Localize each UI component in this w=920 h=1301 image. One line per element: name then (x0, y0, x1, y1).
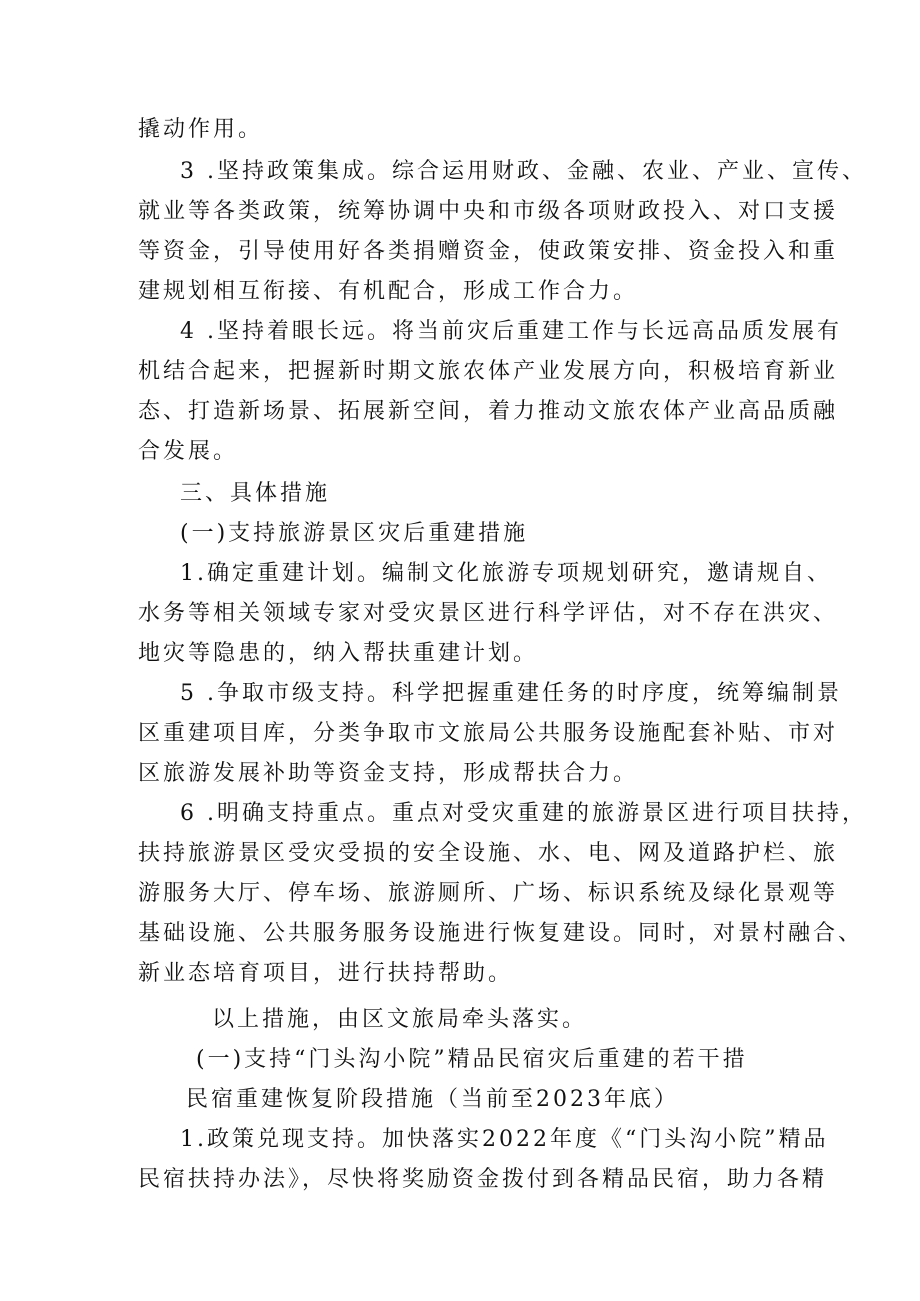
text-line: 合发展。 (138, 439, 239, 464)
text-line: 基础设施、公共服务服务设施进行恢复建设。同时，对景村融合、 (138, 921, 864, 946)
text-line: 建规划相互衔接、有机配合，形成工作合力。 (138, 279, 639, 304)
text-line: 机结合起来，把握新时期文旅农体产业发展方向，积极培育新业 (138, 359, 839, 384)
subsection-heading: (一)支持旅游景区灾后重建措施 (180, 521, 529, 546)
text-line: 态、打造新场景、拓展新空间，着力推动文旅农体产业高品质融 (138, 399, 839, 424)
text-line: 6 .明确支持重点。重点对受灾重建的旅游景区进行项目扶持， (180, 801, 867, 826)
text-line: 5 .争取市级支持。科学把握重建任务的时序度，统筹编制景 (180, 681, 842, 706)
text-line: 水务等相关领域专家对受灾景区进行科学评估，对不存在洪灾、 (138, 601, 839, 626)
text-line: 1.政策兑现支持。加快落实2022年度《“门头沟小院”精品 (180, 1127, 829, 1152)
section-heading: 三、具体措施 (180, 481, 331, 506)
text-line: 民宿重建恢复阶段措施（当前至2023年底） (186, 1087, 679, 1112)
text-line: 民宿扶持办法》，尽快将奖励资金拨付到各精品民宿，助力各精 (138, 1167, 828, 1192)
text-line: 游服务大厅、停车场、旅游厕所、广场、标识系统及绿化景观等 (138, 881, 839, 906)
text-line: 1.确定重建计划。编制文化旅游专项规划研究，邀请规自、 (180, 561, 832, 586)
text-line: 区旅游发展补助等资金支持，形成帮扶合力。 (138, 761, 639, 786)
text-line: 就业等各类政策，统筹协调中央和市级各项财政投入、对口支援 (138, 199, 839, 224)
text-line: 区重建项目库，分类争取市文旅局公共服务设施配套补贴、市对 (138, 721, 839, 746)
text-line: 3 .坚持政策集成。综合运用财政、金融、农业、产业、宣传、 (180, 159, 867, 184)
text-line: 扶持旅游景区受灾受损的安全设施、水、电、网及道路护栏、旅 (138, 841, 839, 866)
subsection-heading: (一)支持“门头沟小院”精品民宿灾后重建的若干措 (196, 1047, 748, 1072)
text-line: 等资金，引导使用好各类捐赠资金，使政策安排、资金投入和重 (138, 239, 839, 264)
text-line: 4 .坚持着眼长远。将当前灾后重建工作与长远高品质发展有 (180, 319, 842, 344)
text-line: 地灾等隐患的，纳入帮扶重建计划。 (138, 641, 539, 666)
text-line: 撬动作用。 (138, 117, 264, 142)
text-line: 新业态培育项目，进行扶持帮助。 (138, 961, 514, 986)
text-line: 以上措施，由区文旅局牵头落实。 (212, 1007, 588, 1032)
